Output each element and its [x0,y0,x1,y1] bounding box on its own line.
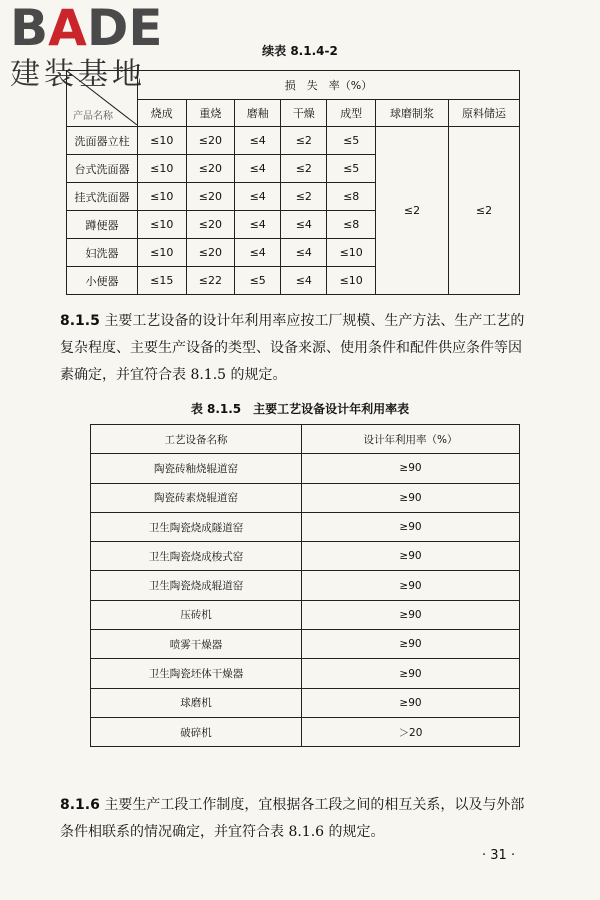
table-cell: ≥90 [302,630,520,659]
table-cell: ≥90 [302,600,520,629]
column-header: 磨釉 [235,100,281,127]
table-row [91,512,520,541]
table-cell: ≥90 [302,454,520,483]
table-cell: ≤10 [138,155,187,183]
table-cell: ≤4 [235,211,281,239]
table-row [91,659,520,688]
row-label: 卫生陶瓷烧成辊道窑 [91,571,302,600]
table-row [91,571,520,600]
table-cell: ≤2 [281,155,327,183]
table-cell: ≤10 [138,239,187,267]
table-cell: ≤4 [281,211,327,239]
column-header: 球磨制浆 [376,100,449,127]
column-header: 干燥 [281,100,327,127]
table-cell: ≤20 [186,183,235,211]
table-row [91,688,520,717]
table-cell: ≤4 [281,267,327,295]
clause-number: 8.1.5 [60,313,100,329]
clause-text: 主要生产工段工作制度，宜根据各工段之间的相互关系，以及与外部条件相联系的情况确定，并宜符合表 8.1.6 的规定。 [60,797,525,840]
clause-8-1-5 [60,308,530,389]
row-label: 破碎机 [91,717,302,746]
table-cell: ≤4 [235,239,281,267]
merged-cell: ≤2 [449,127,520,295]
table-row [91,600,520,629]
table1-caption: 续表 8.1.4-2 [262,44,338,58]
column-header: 烧成 [138,100,187,127]
table-row [91,454,520,483]
table-row [91,542,520,571]
table-cell: ≤20 [186,211,235,239]
row-label: 陶瓷砖素烧辊道窑 [91,483,302,512]
row-label: 压砖机 [91,600,302,629]
column-header: 原料储运 [449,100,520,127]
table-row [91,483,520,512]
clause-text: 主要工艺设备的设计年利用率应按工厂规模、生产方法、生产工艺的复杂程度、主要生产设备的类型、设备来源、使用条件和配件供应条件等因素确定，并宜符合表 8.1.5 的规定。 [60,313,525,383]
row-label: 球磨机 [91,688,302,717]
table-cell: ≤10 [327,267,376,295]
logo-subtitle: 建装基地 [10,57,146,92]
row-label: 小便器 [67,267,138,295]
table-cell: ≤4 [235,127,281,155]
header-group: 损 失 率（%） [138,71,520,100]
table-cell: ≥90 [302,512,520,541]
table-cell: ≤20 [186,155,235,183]
table-cell: ≥90 [302,659,520,688]
table-header-row [91,425,520,454]
column-header: 成型 [327,100,376,127]
table-cell: ≥90 [302,542,520,571]
logo-wordmark: BADE [10,0,163,57]
clause-number: 8.1.6 [60,797,100,813]
page-number: · 31 · [482,848,516,863]
table2-caption: 表 8.1.5 主要工艺设备设计年利用率表 [190,402,410,416]
merged-cell: ≤2 [376,127,449,295]
table-cell: ≤10 [327,239,376,267]
row-label: 喷雾干燥器 [91,630,302,659]
table-cell: ≤2 [281,183,327,211]
table-row [67,127,520,155]
table-cell: ≤10 [138,127,187,155]
table-cell: ≤8 [327,211,376,239]
row-label: 蹲便器 [67,211,138,239]
row-label: 妇洗器 [67,239,138,267]
table-cell: ≤20 [186,239,235,267]
table-cell: ≤20 [186,127,235,155]
table-cell: ≥90 [302,483,520,512]
table-cell: ≤15 [138,267,187,295]
table-cell: ≤5 [327,127,376,155]
row-label: 卫生陶瓷烧成梭式窑 [91,542,302,571]
column-header: 重烧 [186,100,235,127]
column-header: 设计年利用率（%） [302,425,520,454]
row-label: 洗面器立柱 [67,127,138,155]
row-label: 卫生陶瓷坯体干燥器 [91,659,302,688]
table-cell: ≤2 [281,127,327,155]
table-cell: ≤5 [235,267,281,295]
loss-rate-table [66,70,520,295]
table-cell: ≤10 [138,183,187,211]
row-label: 台式洗面器 [67,155,138,183]
table-row [91,630,520,659]
table-cell: ≤10 [138,211,187,239]
table-cell: ≤4 [235,183,281,211]
corner-header-cell [67,71,138,127]
column-header: 工艺设备名称 [91,425,302,454]
table-cell: ≤4 [235,155,281,183]
corner-label: 产品名称 [73,111,113,122]
table-cell: ≥90 [302,571,520,600]
table-cell: ≤8 [327,183,376,211]
table-cell: ≤4 [281,239,327,267]
table-cell: ≤22 [186,267,235,295]
row-label: 挂式洗面器 [67,183,138,211]
row-label: 卫生陶瓷烧成隧道窑 [91,512,302,541]
table-row [91,717,520,746]
table-cell: ＞20 [302,717,520,746]
clause-8-1-6 [60,792,530,846]
row-label: 陶瓷砖釉烧辊道窑 [91,454,302,483]
utilization-table [90,424,520,747]
table-cell: ≥90 [302,688,520,717]
table-cell: ≤5 [327,155,376,183]
